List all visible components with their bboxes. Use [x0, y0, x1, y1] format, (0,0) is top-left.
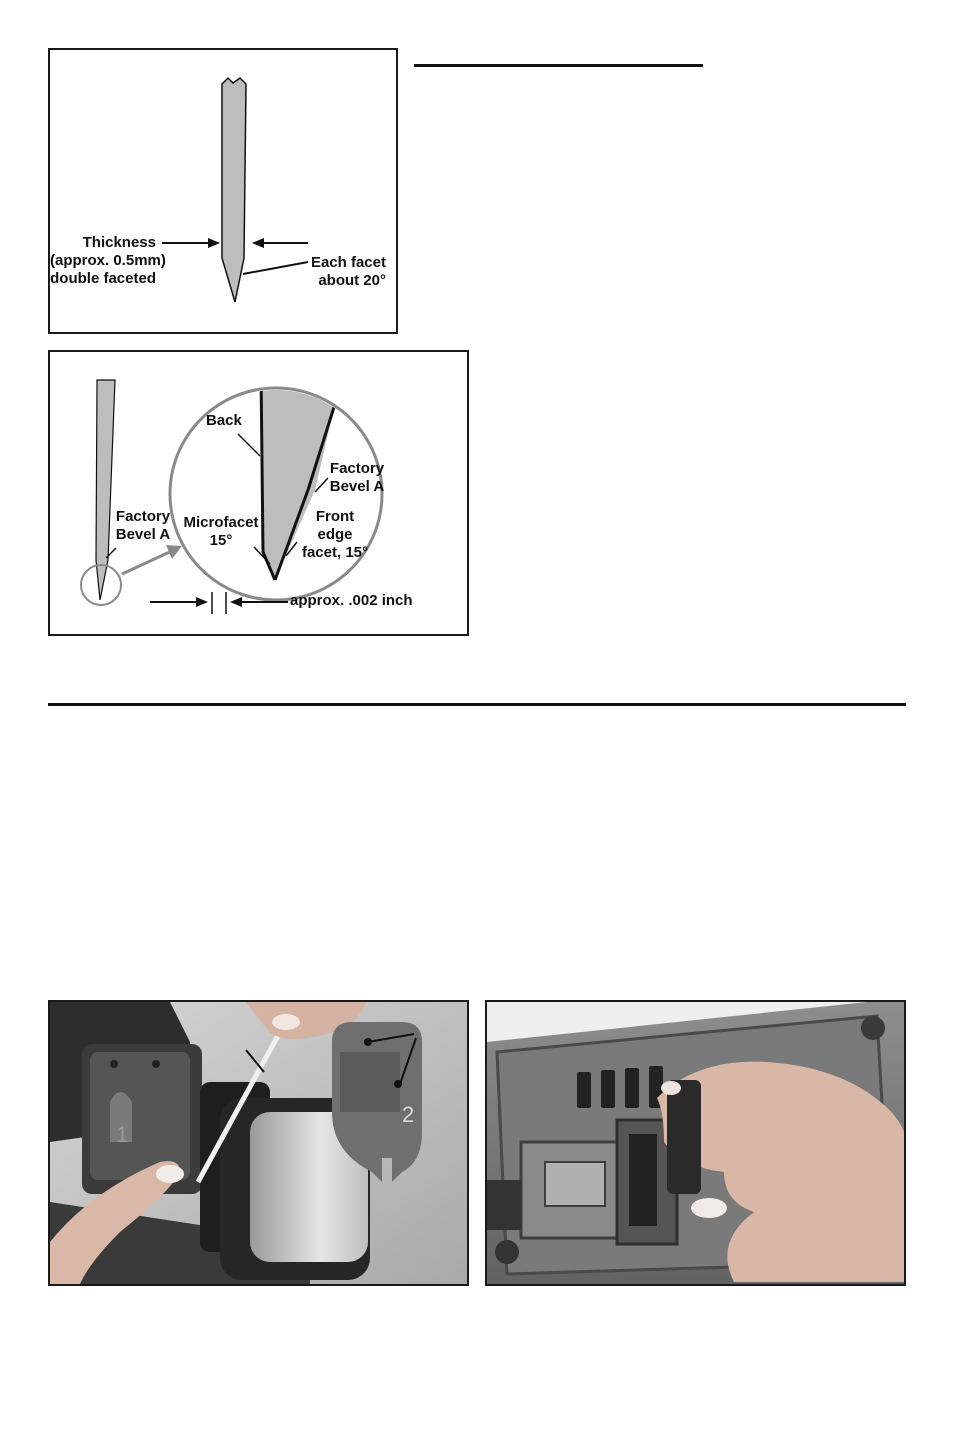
- figure-blade-thickness: [48, 48, 398, 334]
- small-blade-shape: [96, 380, 115, 600]
- section-divider-rule: [48, 703, 906, 706]
- sharpener-module-illustration: [50, 1002, 467, 1284]
- factory-bevel-right-label: Factory Bevel A: [329, 460, 385, 495]
- figure-microfacet-detail: [48, 350, 469, 636]
- photo-sharpener-underside: [485, 1000, 906, 1286]
- thickness-label: Thickness (approx. 0.5mm) double faceted: [50, 234, 166, 287]
- front-edge-facet-label: Front edge facet, 15°: [301, 508, 369, 561]
- module-number-2: 2: [402, 1102, 415, 1127]
- photo-sharpener-module: [48, 1000, 469, 1286]
- sharpener-underside-illustration: [487, 1002, 904, 1284]
- module-number-1: 1: [116, 1122, 129, 1147]
- blade-shape: [222, 78, 246, 302]
- approx-dimension-label: approx. .002 inch: [290, 592, 413, 609]
- factory-bevel-left-label: Factory Bevel A: [115, 508, 171, 543]
- section-heading-rule: [414, 64, 703, 67]
- facet-angle-label: Each facet about 20°: [310, 254, 386, 289]
- microfacet-label: Microfacet 15°: [183, 514, 259, 549]
- back-label: Back: [206, 412, 242, 429]
